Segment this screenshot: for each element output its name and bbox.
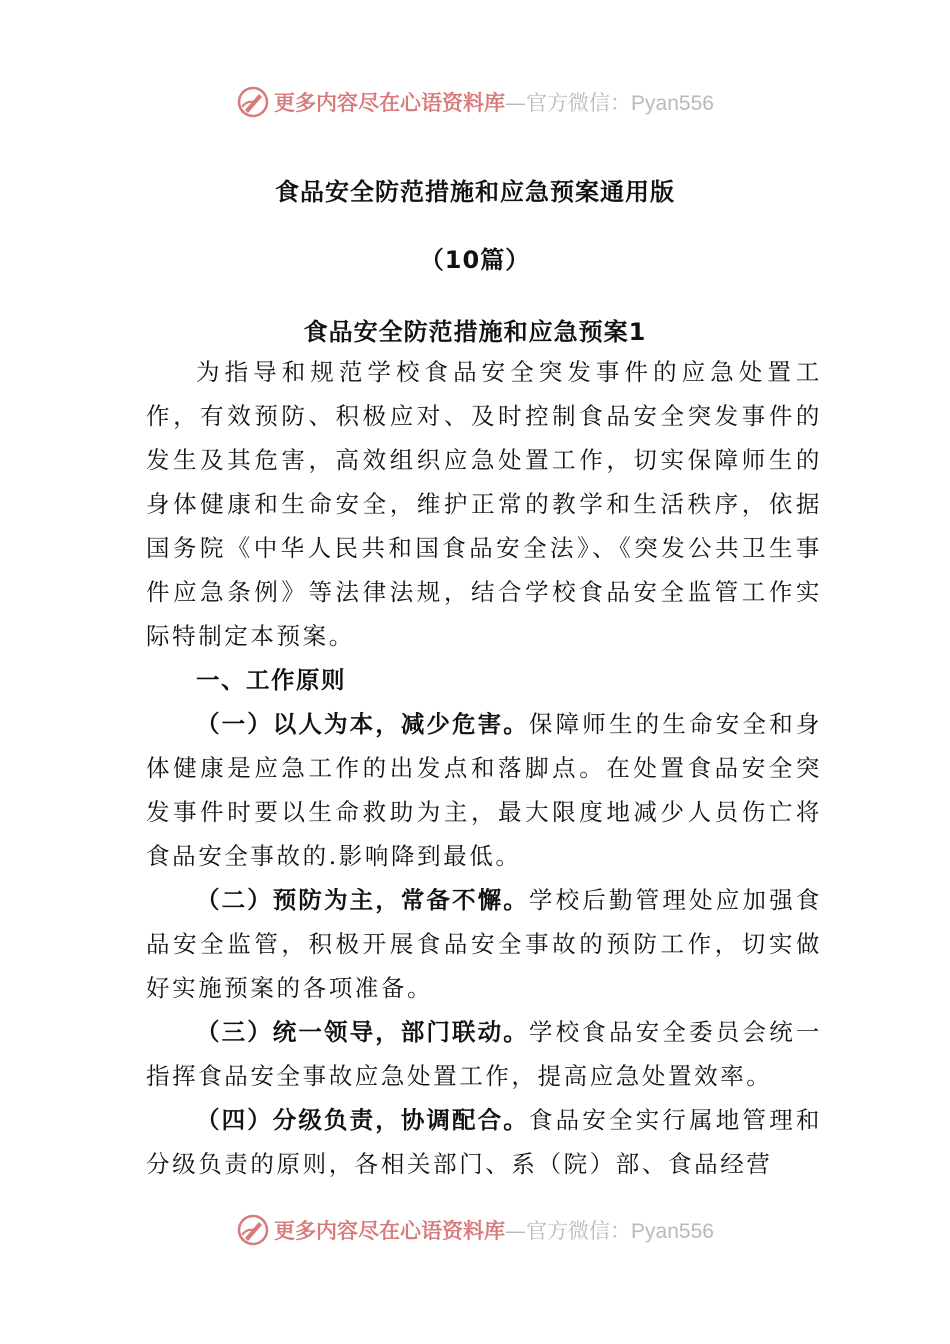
principle-paragraph-3 [146,1010,822,1098]
pen-logo-icon [236,1213,270,1247]
pen-logo-icon [236,85,270,119]
watermark-banner-top [0,80,950,124]
principle-text: 保障师生的生命安全和身体健康是应急工作的出发点和落脚点。在处置食品安全突发事件时要以生命救助为主，最大限度地减少人员伤亡将食品安全事故的.影响降到最低。 [146,710,822,870]
section-title: 食品安全防范措施和应急预案1 [303,318,647,346]
heading-work-principles: 一、工作原则 [196,666,346,694]
document-title: 食品安全防范措施和应急预案通用版 [275,178,675,206]
principle-lead: （三）统一领导，部门联动。 [196,1018,529,1046]
watermark-text: 更多内容尽在心语资料库—官方微信：Pyan556 [274,1218,714,1243]
document-count: （10篇） [419,246,531,274]
principle-text: 学校后勤管理处应加强食品安全监管，积极开展食品安全事故的预防工作，切实做好实施预案的各项准备。 [146,886,822,1002]
principle-paragraph-2 [146,878,822,1010]
principle-paragraph-1 [146,702,822,878]
watermark-banner-bottom [0,1208,950,1252]
principle-text: 食品安全实行属地管理和分级负责的原则，各相关部门、系（院）部、食品经营 [146,1106,822,1178]
principle-lead: （二）预防为主，常备不懈。 [196,886,529,914]
intro-paragraph: 为指导和规范学校食品安全突发事件的应急处置工作，有效预防、积极应对、及时控制食品安全突发事件的发生及其危害，高效组织应急处置工作，切实保障师生的身体健康和生命安全，维护正常的教学和生活秩序，依据国务院《中华人民共和国食品安全法》、《突发公共卫生事件应急条例》等法律法规，结合学校食品安全监管工作实际特制定本预案。 [146,358,822,650]
principle-lead: （四）分级负责，协调配合。 [196,1106,529,1134]
document-body [146,350,822,1186]
principle-paragraph-4 [146,1098,822,1186]
watermark-text: 更多内容尽在心语资料库—官方微信：Pyan556 [274,90,714,115]
principle-text: 学校食品安全委员会统一指挥食品安全事故应急处置工作，提高应急处置效率。 [146,1018,822,1090]
principle-lead: （一）以人为本，减少危害。 [196,710,529,738]
